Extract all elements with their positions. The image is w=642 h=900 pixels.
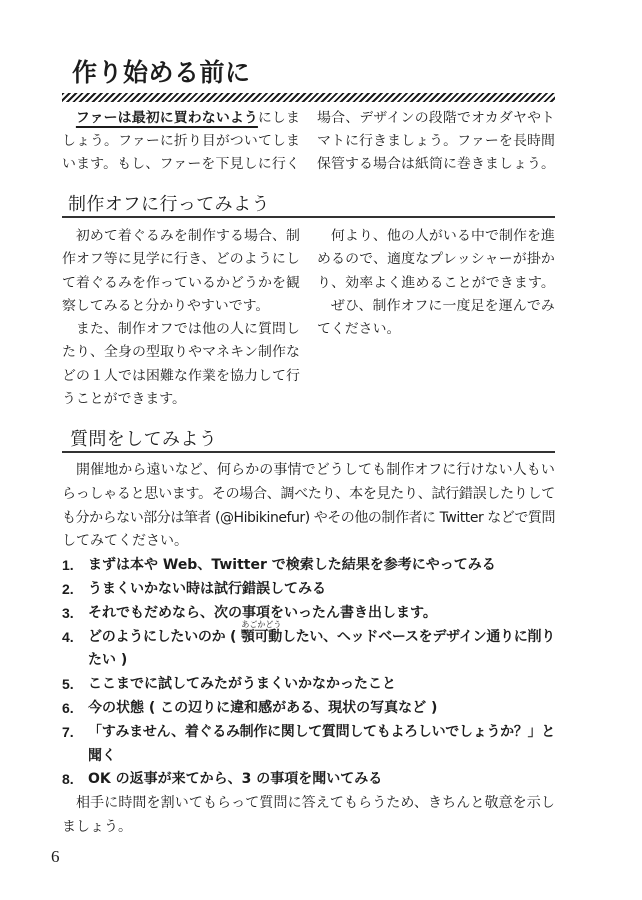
text-line: 初めて着ぐるみを制作する場合、制 bbox=[75, 228, 300, 244]
list-number: 4. bbox=[62, 628, 74, 645]
ruby-base: 顎可動 bbox=[240, 628, 282, 645]
list-item bbox=[62, 619, 556, 674]
text-line: も分からない部分は筆者 (@Hibikinefur) やその他の制作者に Twitter などで質問 bbox=[62, 509, 555, 526]
intro-left-column bbox=[62, 107, 300, 176]
page-title: 作り始める前に bbox=[72, 58, 251, 87]
ruby-word bbox=[240, 619, 282, 650]
text-line: 開催地から遠いなど、何らかの事情でどうしても制作オフに行けない人もい bbox=[76, 462, 555, 478]
list-item bbox=[62, 554, 555, 578]
text-line: ましょう。 bbox=[62, 818, 132, 835]
text-line: り、効率よく進めることができます。 bbox=[317, 274, 555, 291]
section-underline bbox=[62, 451, 555, 453]
text-fragment: どのようにしたいのか ( bbox=[88, 628, 241, 645]
list-item bbox=[62, 673, 555, 697]
list-item bbox=[62, 721, 555, 769]
section-heading-questions: 質問をしてみよう bbox=[70, 429, 218, 450]
text-line bbox=[88, 619, 556, 650]
list-number: 8. bbox=[62, 771, 74, 788]
ruby-reading: あごかどう bbox=[241, 619, 282, 629]
text-line: ぜひ、制作オフに一度足を運んでみ bbox=[330, 297, 555, 314]
text-line: てください。 bbox=[317, 321, 401, 338]
list-number: 2. bbox=[62, 580, 74, 597]
title-hatched-underline bbox=[62, 93, 555, 102]
numbered-list bbox=[62, 554, 555, 792]
text-line: 何より、他の人がいる中で制作を進 bbox=[330, 228, 555, 244]
list-item bbox=[62, 578, 555, 602]
text-fragment: したい、ヘッドベースをデザイン通りに削り bbox=[281, 628, 556, 645]
intro-right-column bbox=[317, 107, 555, 176]
text-line: それでもだめなら、次の事項をいったん書き出します。 bbox=[88, 604, 437, 621]
text-line: 「すみません、着ぐるみ制作に関して質問してもよろしいでしょうか？」と bbox=[88, 723, 555, 740]
list-item bbox=[62, 768, 555, 792]
text-line: マトに行きましょう。ファーを長時間 bbox=[317, 133, 555, 149]
section-underline bbox=[62, 216, 555, 218]
text-line: 作オフ等に見学に行き、どのようにし bbox=[62, 251, 300, 268]
list-number: 5. bbox=[62, 676, 74, 693]
page-number: 6 bbox=[51, 847, 60, 866]
list-item bbox=[62, 602, 555, 626]
section-heading-offline: 制作オフに行ってみよう bbox=[68, 194, 270, 215]
offline-right-column bbox=[317, 225, 555, 341]
text-line: どの１人では困難な作業を協力して行 bbox=[62, 367, 300, 384]
text-line: て着ぐるみを作っているかどうかを観 bbox=[62, 274, 300, 291]
text-line: 今の状態 ( この辺りに違和感がある、現状の写真など ) bbox=[88, 699, 438, 716]
text-line bbox=[62, 107, 300, 130]
questions-body bbox=[62, 459, 555, 840]
text-line: OK の返事が来てから、3 の事項を聞いてみる bbox=[88, 771, 383, 788]
list-number: 3. bbox=[62, 604, 74, 621]
text-line: ここまでに試してみたがうまくいかなかったこと bbox=[88, 676, 396, 693]
text-line: めるので、適度なプレッシャーが掛か bbox=[317, 251, 555, 268]
list-number: 7. bbox=[62, 723, 74, 740]
text-line: 察してみると分かりやすいです。 bbox=[62, 297, 270, 314]
text-line: また、制作オフでは他の人に質問し bbox=[75, 321, 300, 338]
text-line: 保管する場合は紙筒に巻きましょう。 bbox=[317, 156, 555, 172]
list-number: 1. bbox=[62, 557, 74, 574]
text-line: たり、全身の型取りやマネキン制作な bbox=[62, 344, 300, 361]
text-line: してみてください。 bbox=[62, 533, 188, 550]
text-line: 相手に時間を割いてもらって質問に答えてもらうため、きちんと敬意を示し bbox=[76, 795, 555, 812]
text-line: たい ) bbox=[88, 652, 128, 669]
list-number: 6. bbox=[62, 699, 74, 716]
text-line: うことができます。 bbox=[62, 391, 186, 408]
text-line: 聞く bbox=[88, 747, 116, 764]
emphasis-text: ファーは最初に買わないよう bbox=[75, 110, 258, 126]
text-line: まずは本や Web、Twitter で検索した結果を参考にやってみる bbox=[88, 557, 496, 574]
text-line: うまくいかない時は試行錯誤してみる bbox=[88, 580, 326, 597]
text-fragment: にしま bbox=[257, 110, 300, 126]
list-item bbox=[62, 697, 555, 721]
offline-left-column bbox=[62, 225, 300, 411]
text-line: らっしゃると思います。その場合、調べたり、本を見たり、試行錯誤したりして bbox=[62, 485, 555, 502]
text-line: 場合、デザインの段階でオカダヤやト bbox=[317, 110, 555, 126]
text-line: しょう。ファーに折り目がついてしま bbox=[62, 133, 300, 149]
text-line: います。もし、ファーを下見しに行く bbox=[62, 156, 300, 172]
